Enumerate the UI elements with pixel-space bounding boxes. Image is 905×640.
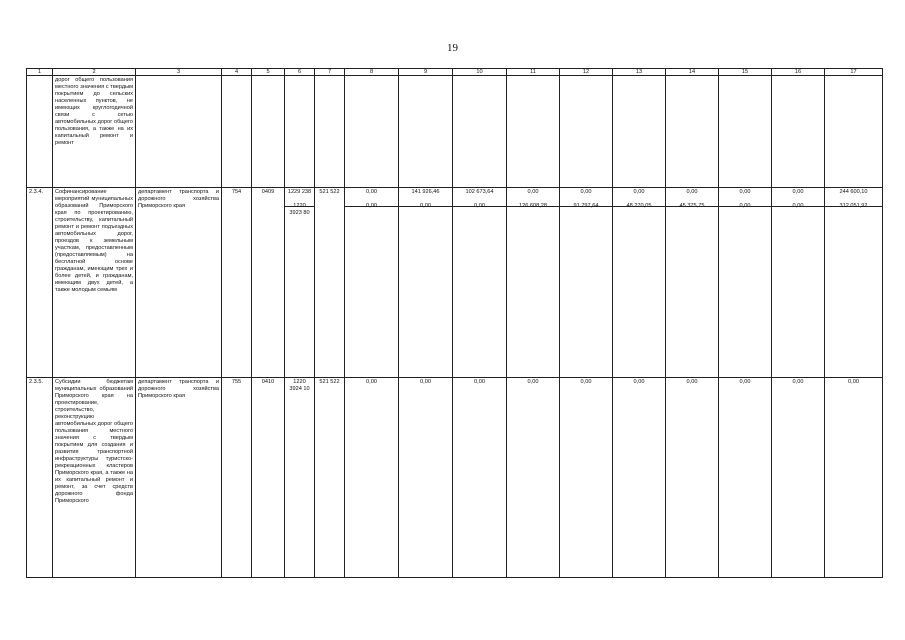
- csr-line-1: 1229 238: [287, 189, 312, 195]
- value-line-1: 0,00: [580, 189, 592, 195]
- value-line-2: 312 051,92: [839, 203, 868, 209]
- value-cell: [399, 188, 453, 378]
- header-cell: 5: [252, 69, 285, 76]
- value-line-2: 48 270,05: [626, 203, 652, 209]
- program-table: [26, 68, 883, 578]
- value-cell: 0,00: [613, 378, 666, 578]
- value-cell: [613, 188, 666, 378]
- value-cell: [772, 188, 825, 378]
- header-cell: 6: [285, 69, 315, 76]
- row-csr: 1220 3924 10: [285, 378, 315, 578]
- row-description: Субсидии бюджетам муниципальных образований Приморского края на проектирование, строительство, реконструкцию автомобильных дорог общего пользования местного значения с твердым покрытием для создания и развития транспортной инфраструктуры туристско-рекреационных кластеров Приморского края, а также на их капитальный ремонт и ремонт, за счет средств дорожного фонда Приморского: [53, 378, 136, 578]
- header-cell: 7: [315, 69, 345, 76]
- row-grbs: 755: [222, 378, 252, 578]
- row-grbs: 754: [222, 188, 252, 378]
- value-cell: 0,00: [345, 378, 399, 578]
- header-cell: 17: [825, 69, 883, 76]
- value-cell: 0,00: [825, 378, 883, 578]
- header-cell: 1: [27, 69, 53, 76]
- value-line-2: 126 608,28: [519, 203, 547, 209]
- row-number: 2.3.5.: [27, 378, 53, 578]
- value-line-1: 0,00: [686, 189, 698, 195]
- value-cell: 0,00: [560, 378, 613, 578]
- header-cell: 3: [136, 69, 222, 76]
- header-cell: 10: [453, 69, 507, 76]
- value-cell: 0,00: [453, 378, 507, 578]
- value-cell: [453, 188, 507, 378]
- value-cell: 0,00: [399, 378, 453, 578]
- value-cell: 0,00: [719, 378, 772, 578]
- value-line-2: 91 797,64: [573, 203, 599, 209]
- row-vr: 521 522: [315, 188, 345, 378]
- value-line-2: 0,00: [420, 203, 431, 209]
- value-line-2: 0,00: [366, 203, 377, 209]
- table-row-continuation: [27, 76, 883, 188]
- header-cell: 12: [560, 69, 613, 76]
- table-row-2-3-5: [27, 378, 883, 578]
- row-description: дорог общего пользования местного значения с твердым покрытием до сельских населенных пунктов, не имеющих круглогодичной связи с сетью автомобильных дорог общего пользования, а также на их капитальный ремонт и ремонт: [53, 76, 136, 188]
- row-department: департамент транспорта и дорожного хозяйства Приморского края: [136, 188, 222, 378]
- header-row: [27, 69, 883, 76]
- value-line-1: 0,00: [739, 189, 751, 195]
- value-line-1: 0,00: [527, 189, 539, 195]
- header-cell: 11: [507, 69, 560, 76]
- value-cell: [719, 188, 772, 378]
- value-line-2: 45 375,75: [679, 203, 705, 209]
- value-line-1: 0,00: [633, 189, 645, 195]
- header-cell: 2: [53, 69, 136, 76]
- row-rzpr: 0410: [252, 378, 285, 578]
- header-cell: 14: [666, 69, 719, 76]
- value-line-1: 0,00: [792, 189, 804, 195]
- table-row-2-3-4: [27, 188, 883, 378]
- value-line-2: 0,00: [792, 203, 804, 209]
- value-cell: [560, 188, 613, 378]
- value-cell: 0,00: [507, 378, 560, 578]
- value-cell: [666, 188, 719, 378]
- row-number: 2.3.4.: [27, 188, 53, 378]
- value-cell: 0,00: [666, 378, 719, 578]
- value-cell: 0,00: [772, 378, 825, 578]
- value-cell: [825, 188, 883, 378]
- value-cell: [345, 188, 399, 378]
- row-department: департамент транспорта и дорожного хозяйства Приморского края: [136, 378, 222, 578]
- value-line-1: 141 926,46: [411, 189, 440, 195]
- csr-line-2: 1220 3923 80: [289, 203, 310, 216]
- row-vr: 521 522: [315, 378, 345, 578]
- row-number: [27, 76, 53, 188]
- header-cell: 4: [222, 69, 252, 76]
- value-line-1: 0,00: [366, 189, 377, 195]
- value-line-2: 0,00: [739, 203, 751, 209]
- value-line-2: 0,00: [474, 203, 485, 209]
- header-cell: 15: [719, 69, 772, 76]
- header-cell: 9: [399, 69, 453, 76]
- row-csr: [285, 188, 315, 378]
- value-cell: [507, 188, 560, 378]
- row-description: Софинансирование мероприятий муниципальных образований Приморского края по проектированию, строительству, капитальный ремонт и ремонт подъездных автомобильных дорог, проездов к земельным участкам, предоставленным (предоставляемым) на бесплатной основе гражданам, имеющим трех и более детей, и гражданам, имеющим двух детей, а также молодым семьям: [53, 188, 136, 378]
- row-rzpr: 0409: [252, 188, 285, 378]
- header-cell: 8: [345, 69, 399, 76]
- value-line-1: 102 673,64: [465, 189, 494, 195]
- header-cell: 13: [613, 69, 666, 76]
- header-cell: 16: [772, 69, 825, 76]
- value-line-1: 244 600,10: [839, 189, 868, 195]
- page-number: 19: [447, 42, 458, 54]
